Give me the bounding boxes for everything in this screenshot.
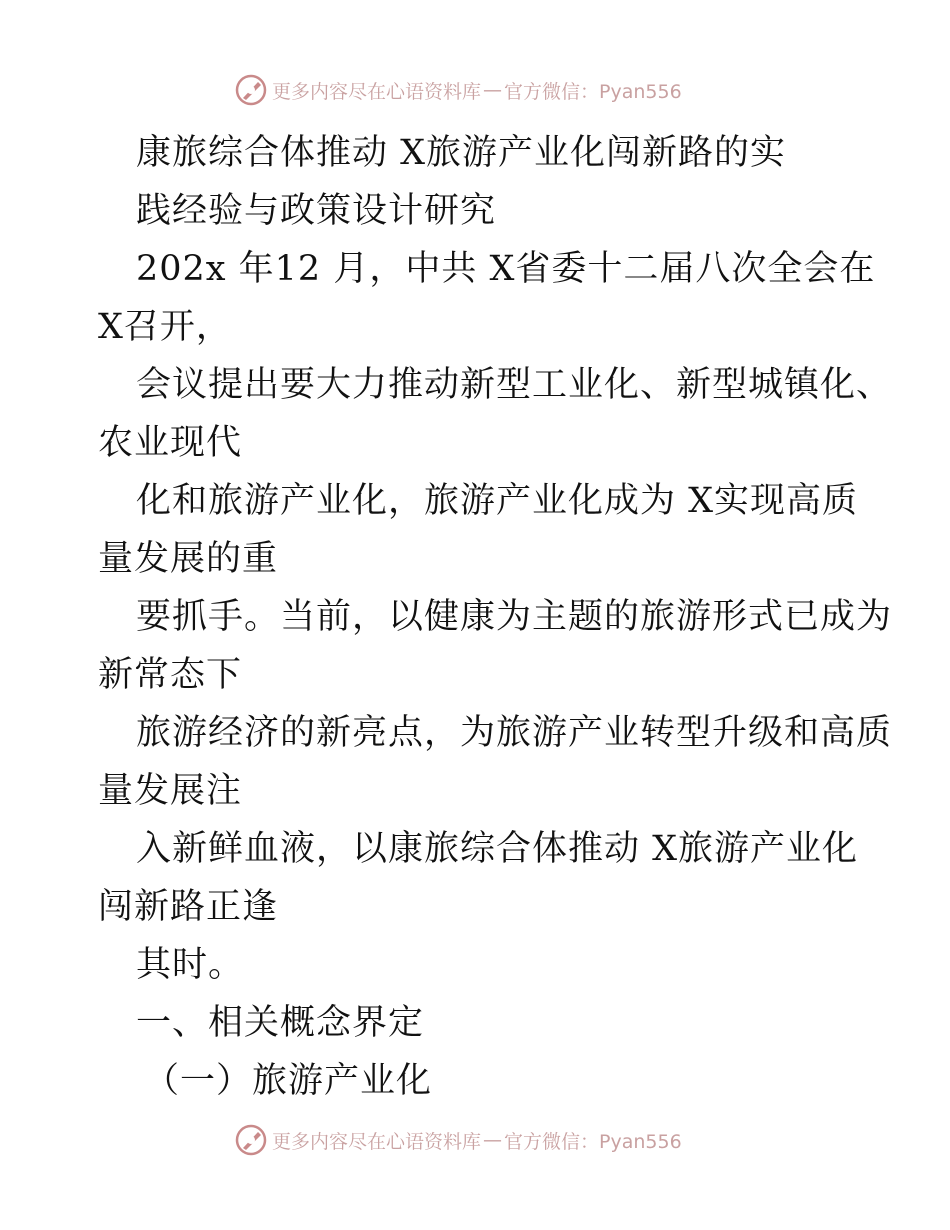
paragraph-line: 闯新路正逢 xyxy=(98,887,279,927)
title-line-1: 康旅综合体推动 X旅游产业化闯新路的实 xyxy=(136,133,787,173)
watermark-text: 更多内容尽在心语资料库 xyxy=(272,1130,482,1153)
title-line-2: 践经验与政策设计研究 xyxy=(136,191,497,231)
paragraph-line: 量发展注 xyxy=(98,771,243,811)
paragraph-line: 202x 年12 月，中共 X省委十二届八次全会在 xyxy=(136,249,876,289)
watermark-official: 官方微信：Pyan556 xyxy=(504,1130,682,1153)
watermark-footer xyxy=(234,1122,704,1158)
paragraph-line: 新常态下 xyxy=(98,655,243,695)
quill-seal-icon xyxy=(234,73,268,107)
paragraph-line: 入新鲜血液，以康旅综合体推动 X旅游产业化 xyxy=(136,829,859,869)
watermark-header xyxy=(234,72,704,108)
subsection-heading: （一）旅游产业化 xyxy=(144,1061,433,1101)
paragraph-line: 其时。 xyxy=(136,945,245,985)
paragraph-line: X召开， xyxy=(98,307,232,347)
quill-seal-icon xyxy=(234,1123,268,1157)
paragraph-line: 会议提出要大力推动新型工业化、新型城镇化、 xyxy=(136,365,893,405)
paragraph-line: 旅游经济的新亮点，为旅游产业转型升级和高质 xyxy=(136,713,893,753)
document-body xyxy=(98,124,893,1110)
watermark-text: 更多内容尽在心语资料库 xyxy=(272,80,482,103)
watermark-official: 官方微信：Pyan556 xyxy=(504,80,682,103)
paragraph-line: 农业现代 xyxy=(98,423,243,463)
paragraph-line: 化和旅游产业化，旅游产业化成为 X实现高质 xyxy=(136,481,859,521)
paragraph-line: 量发展的重 xyxy=(98,539,279,579)
section-heading: 一、相关概念界定 xyxy=(136,1003,425,1043)
watermark-dash: — xyxy=(483,1129,503,1151)
watermark-dash: — xyxy=(483,79,503,101)
paragraph-line: 要抓手。当前，以健康为主题的旅游形式已成为 xyxy=(136,597,893,637)
